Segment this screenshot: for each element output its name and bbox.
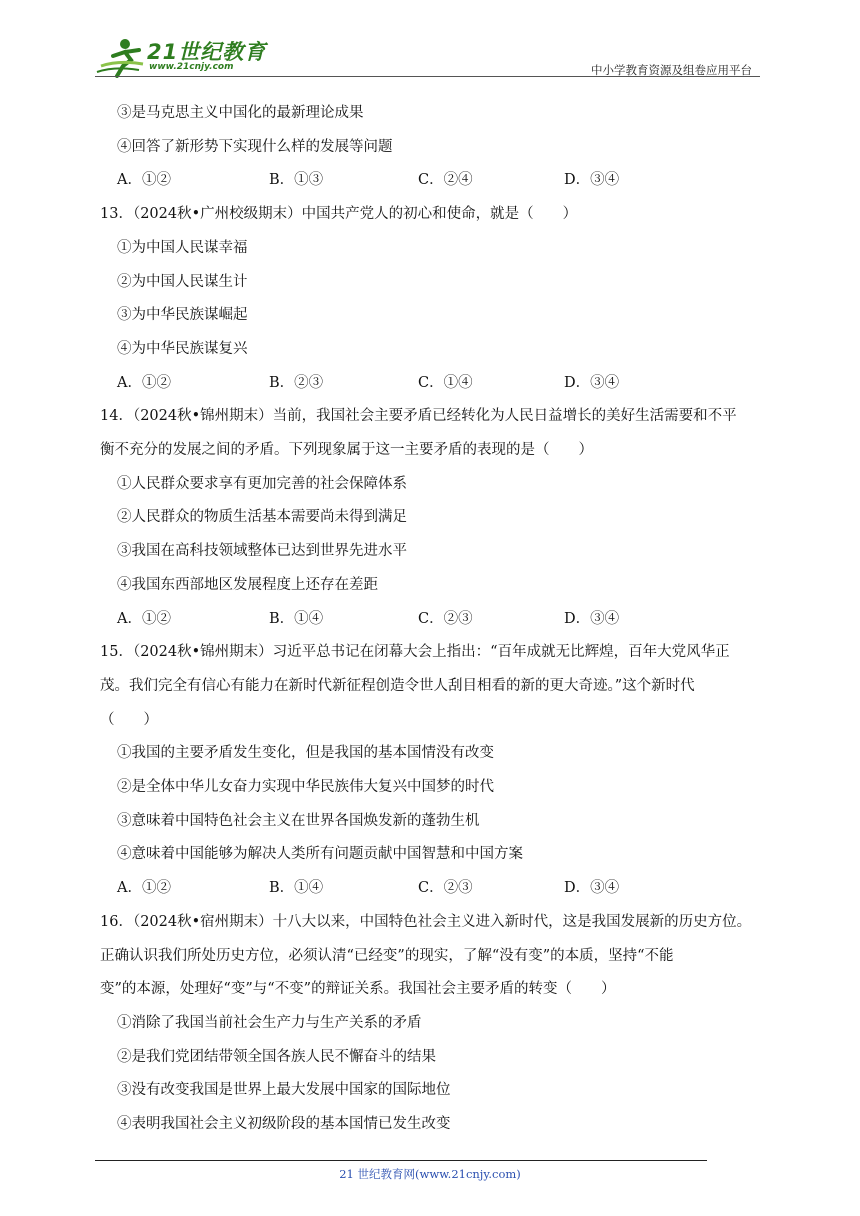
question-stem-continued: 正确认识我们所处历史方位，必须认清“已经变”的现实，了解“没有变”的本质，坚持“不能 bbox=[100, 948, 674, 964]
footer-text: 21 世纪教育网(www.21cnjy.com) bbox=[339, 1167, 521, 1181]
page-header bbox=[95, 30, 760, 80]
question-stem-continued: （ ） bbox=[100, 712, 158, 728]
statement-item: ③没有改变我国是世界上最大发展中国家的国际地位 bbox=[117, 1082, 451, 1098]
statement-item: ④我国东西部地区发展程度上还存在差距 bbox=[117, 577, 378, 593]
statement-item: ②人民群众的物质生活基本需要尚未得到满足 bbox=[117, 509, 407, 525]
question-stem: 16．（2024秋•宿州期末）十八大以来，中国特色社会主义进入新时代，这是我国发展新的历史方位。 bbox=[100, 914, 752, 930]
question-stem: 15．（2024秋•锦州期末）习近平总书记在闭幕大会上指出：“百年成就无比辉煌，百年大党风华正 bbox=[100, 644, 730, 660]
answer-option: B．①④ bbox=[269, 611, 324, 627]
statement-item: ④表明我国社会主义初级阶段的基本国情已发生改变 bbox=[117, 1116, 451, 1132]
statement-item: ④回答了新形势下实现什么样的发展等问题 bbox=[117, 139, 393, 155]
statement-item: ④为中华民族谋复兴 bbox=[117, 341, 248, 357]
footer-divider bbox=[95, 1160, 707, 1161]
question-stem: 14．（2024秋•锦州期末）当前，我国社会主要矛盾已经转化为人民日益增长的美好生活需要和不平 bbox=[100, 408, 737, 424]
statement-item: ③是马克思主义中国化的最新理论成果 bbox=[117, 105, 364, 121]
logo-url: www.21cnjy.com bbox=[149, 62, 234, 72]
answer-option: C．②④ bbox=[418, 172, 473, 188]
statement-item: ②为中国人民谋生计 bbox=[117, 274, 248, 290]
answer-option: D．③④ bbox=[564, 172, 620, 188]
statement-item: ①为中国人民谋幸福 bbox=[117, 240, 248, 256]
statement-item: ①我国的主要矛盾发生变化，但是我国的基本国情没有改变 bbox=[117, 745, 494, 761]
question-stem-continued: 衡不充分的发展之间的矛盾。下列现象属于这一主要矛盾的表现的是（ ） bbox=[100, 442, 593, 458]
statement-item: ③我国在高科技领域整体已达到世界先进水平 bbox=[117, 543, 407, 559]
statement-item: ②是全体中华儿女奋力实现中华民族伟大复兴中国梦的时代 bbox=[117, 779, 494, 795]
answer-options bbox=[117, 170, 677, 190]
statement-item: ③意味着中国特色社会主义在世界各国焕发新的蓬勃生机 bbox=[117, 813, 480, 829]
answer-option: A．①② bbox=[117, 880, 171, 896]
statement-item: ②是我们党团结带领全国各族人民不懈奋斗的结果 bbox=[117, 1049, 436, 1065]
answer-option: A．①② bbox=[117, 375, 171, 391]
answer-option: B．①③ bbox=[269, 172, 324, 188]
statement-item: ①人民群众要求享有更加完善的社会保障体系 bbox=[117, 476, 407, 492]
answer-options bbox=[117, 878, 677, 898]
answer-options bbox=[117, 609, 677, 629]
statement-item: ③为中华民族谋崛起 bbox=[117, 307, 248, 323]
answer-option: B．②③ bbox=[269, 375, 324, 391]
answer-option: C．①④ bbox=[418, 375, 473, 391]
logo-text: 21世纪教育 bbox=[147, 40, 267, 64]
answer-option: A．①② bbox=[117, 611, 171, 627]
answer-options bbox=[117, 373, 677, 393]
statement-item: ①消除了我国当前社会生产力与生产关系的矛盾 bbox=[117, 1015, 422, 1031]
answer-option: C．②③ bbox=[418, 611, 473, 627]
statement-item: ④意味着中国能够为解决人类所有问题贡献中国智慧和中国方案 bbox=[117, 846, 523, 862]
question-stem: 13．（2024秋•广州校级期末）中国共产党人的初心和使命，就是（ ） bbox=[100, 206, 578, 222]
answer-option: C．②③ bbox=[418, 880, 473, 896]
answer-option: D．③④ bbox=[564, 880, 620, 896]
question-stem-continued: 变”的本源，处理好“变”与“不变”的辩证关系。我国社会主要矛盾的转变（ ） bbox=[100, 981, 616, 997]
question-stem-continued: 茂。我们完全有信心有能力在新时代新征程创造令世人刮目相看的新的更大奇迹。”这个新时代 bbox=[100, 678, 695, 694]
answer-option: D．③④ bbox=[564, 611, 620, 627]
platform-name: 中小学教育资源及组卷应用平台 bbox=[591, 63, 752, 77]
answer-option: B．①④ bbox=[269, 880, 324, 896]
header-divider bbox=[95, 76, 760, 77]
answer-option: D．③④ bbox=[564, 375, 620, 391]
answer-option: A．①② bbox=[117, 172, 171, 188]
